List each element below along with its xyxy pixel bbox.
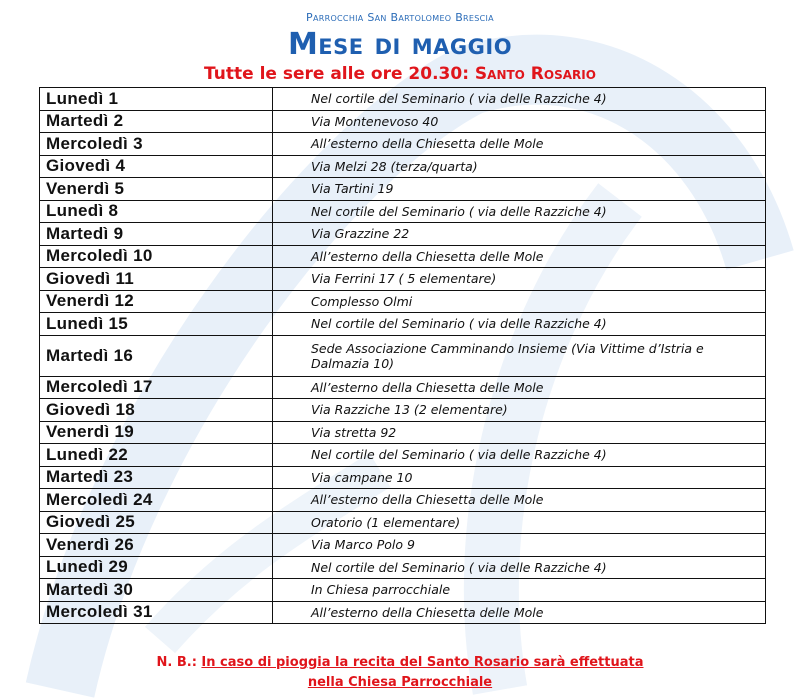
day-cell: Lunedì 22: [40, 444, 273, 467]
rain-note: [0, 653, 800, 693]
table-row: [40, 376, 766, 399]
table-row: [40, 133, 766, 156]
subtitle-event: Santo Rosario: [474, 64, 596, 84]
table-row: [40, 556, 766, 579]
location-cell: Oratorio (1 elementare): [273, 511, 766, 534]
table-row: [40, 155, 766, 178]
subtitle: [0, 64, 800, 84]
day-cell: Lunedì 8: [40, 200, 273, 223]
location-cell: All’esterno della Chiesetta delle Mole: [273, 245, 766, 268]
location-cell: All’esterno della Chiesetta delle Mole: [273, 376, 766, 399]
day-cell: Martedì 9: [40, 223, 273, 246]
table-row: [40, 110, 766, 133]
table-row: [40, 421, 766, 444]
table-row: [40, 579, 766, 602]
location-cell: In Chiesa parrocchiale: [273, 579, 766, 602]
location-cell: Via Ferrini 17 ( 5 elementare): [273, 268, 766, 291]
location-cell: Via Montenevoso 40: [273, 110, 766, 133]
table-row: [40, 200, 766, 223]
day-cell: Giovedì 18: [40, 399, 273, 422]
table-row: [40, 290, 766, 313]
day-cell: Venerdì 12: [40, 290, 273, 313]
location-cell: Via Marco Polo 9: [273, 534, 766, 557]
day-cell: Lunedì 29: [40, 556, 273, 579]
day-cell: Lunedì 15: [40, 313, 273, 336]
table-row: [40, 534, 766, 557]
day-cell: Martedì 30: [40, 579, 273, 602]
day-cell: Martedì 2: [40, 110, 273, 133]
table-row: [40, 335, 766, 376]
day-cell: Martedì 23: [40, 466, 273, 489]
table-row: [40, 466, 766, 489]
day-cell: Venerdì 26: [40, 534, 273, 557]
location-cell: Complesso Olmi: [273, 290, 766, 313]
day-cell: Giovedì 25: [40, 511, 273, 534]
note-text: In caso di pioggia la recita del Santo Rosario sarà effettuata: [201, 655, 644, 670]
table-row: [40, 268, 766, 291]
day-cell: Lunedì 1: [40, 88, 273, 111]
day-cell: Giovedì 11: [40, 268, 273, 291]
table-row: [40, 489, 766, 512]
rain-note-line2: nella Chiesa Parrocchiale: [307, 675, 493, 690]
day-cell: Martedì 16: [40, 335, 273, 376]
rain-note-line1: [0, 653, 800, 673]
location-cell: Sede Associazione Camminando Insieme (Via Vittime d’Istria e Dalmazia 10): [273, 335, 766, 376]
parish-name: Parrocchia San Bartolomeo Brescia: [306, 11, 494, 24]
location-cell: Via Tartini 19: [273, 178, 766, 201]
location-cell: Via stretta 92: [273, 421, 766, 444]
table-row: [40, 399, 766, 422]
day-cell: Venerdì 5: [40, 178, 273, 201]
day-cell: Mercoledì 24: [40, 489, 273, 512]
location-cell: Via Razziche 13 (2 elementare): [273, 399, 766, 422]
location-cell: All’esterno della Chiesetta delle Mole: [273, 489, 766, 512]
day-cell: Mercoledì 31: [40, 601, 273, 624]
location-cell: Nel cortile del Seminario ( via delle Razziche 4): [273, 200, 766, 223]
location-cell: All’esterno della Chiesetta delle Mole: [273, 601, 766, 624]
table-row: [40, 601, 766, 624]
table-row: [40, 245, 766, 268]
location-cell: Nel cortile del Seminario ( via delle Razziche 4): [273, 444, 766, 467]
table-row: [40, 511, 766, 534]
location-cell: Via Grazzine 22: [273, 223, 766, 246]
location-cell: Nel cortile del Seminario ( via delle Razziche 4): [273, 556, 766, 579]
location-cell: Via campane 10: [273, 466, 766, 489]
table-row: [40, 313, 766, 336]
page-title: Mese di maggio: [287, 27, 513, 62]
table-row: [40, 178, 766, 201]
subtitle-time: Tutte le sere alle ore 20.30:: [204, 64, 475, 84]
location-cell: Nel cortile del Seminario ( via delle Razziche 4): [273, 313, 766, 336]
location-cell: Via Melzi 28 (terza/quarta): [273, 155, 766, 178]
location-cell: Nel cortile del Seminario ( via delle Razziche 4): [273, 88, 766, 111]
location-cell: All’esterno della Chiesetta delle Mole: [273, 133, 766, 156]
day-cell: Venerdì 19: [40, 421, 273, 444]
day-cell: Mercoledì 3: [40, 133, 273, 156]
table-row: [40, 444, 766, 467]
day-cell: Mercoledì 10: [40, 245, 273, 268]
day-cell: Giovedì 4: [40, 155, 273, 178]
schedule-table: [39, 87, 766, 624]
table-row: [40, 88, 766, 111]
note-prefix: N. B.:: [156, 655, 202, 670]
table-row: [40, 223, 766, 246]
day-cell: Mercoledì 17: [40, 376, 273, 399]
